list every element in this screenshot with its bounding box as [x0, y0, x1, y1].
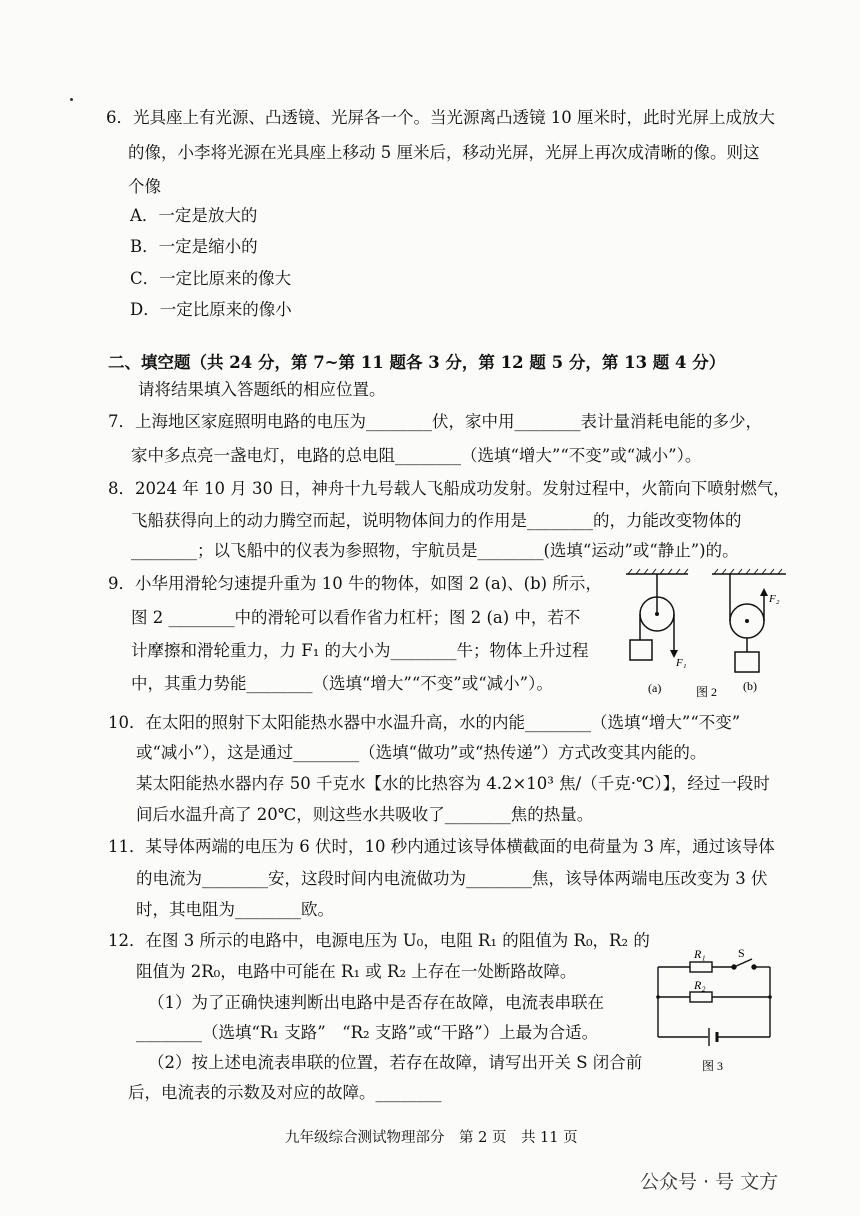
movable-pulley-b	[712, 569, 786, 672]
fig2-a-label: (a)	[648, 681, 662, 695]
q6-option-d: D．一定比原来的像小	[130, 300, 292, 319]
f2-label: F₂	[769, 593, 780, 605]
q9-line-2: 图 2 ________中的滑轮可以看作省力杠杆；图 2 (a) 中，若不	[131, 608, 581, 627]
pulley-figure-2	[618, 566, 793, 706]
q10-line-3: 某太阳能热水器内存 50 千克水【水的比热容为 4.2×10³ 焦/（千克·℃）】，经过一段时	[136, 774, 770, 793]
section-instruction: 请将结果填入答题纸的相应位置。	[138, 380, 386, 399]
scan-speck	[70, 98, 73, 101]
q12-line-1: 12．在图 3 所示的电路中，电源电压为 U₀，电阻 R₁ 的阻值为 R₀，R₂ 的	[108, 931, 650, 950]
q11-line-3: 时，其电阻为________欧。	[136, 900, 334, 919]
q7-line-1: 7．上海地区家庭照明电路的电压为________伏，家中用________表计量消耗电能的多少，	[108, 412, 762, 431]
r1-label: R₁	[694, 947, 706, 961]
q12-line-2: 阻值为 2R₀，电路中可能在 R₁ 或 R₂ 上存在一处断路故障。	[136, 962, 577, 981]
q6-option-a: A．一定是放大的	[130, 206, 258, 225]
q10-line-1: 10．在太阳的照射下太阳能热水器中水温升高，水的内能________（选填“增大”“不变”	[108, 713, 741, 732]
q8-line-1: 8．2024 年 10 月 30 日，神舟十九号载人飞船成功发射。发射过程中，火箭向下喷射燃气，	[108, 479, 790, 498]
q11-line-2: 的电流为________安，这段时间内电流做功为________焦，该导体两端电压改变为 3 伏	[136, 869, 768, 888]
q6-line-3: 个像	[128, 177, 161, 196]
q9-line-4: 中，其重力势能________（选填“增大”“不变”或“减小”）。	[131, 674, 553, 693]
fixed-pulley-a	[626, 569, 688, 660]
r2-label: R₂	[694, 978, 706, 992]
q9-line-1: 9．小华用滑轮匀速提升重为 10 牛的物体，如图 2 (a)、(b) 所示，	[108, 574, 602, 593]
page-footer: 九年级综合测试物理部分 第 2 页 共 11 页	[285, 1130, 578, 1146]
q6-option-c: C．一定比原来的像大	[130, 269, 292, 288]
q9-line-3: 计摩擦和滑轮重力，力 F₁ 的大小为________牛；物体上升过程	[131, 641, 589, 660]
q12-line-6: 后，电流表的示数及对应的故障。________	[128, 1083, 442, 1102]
q6-line-1: 6．光具座上有光源、凸透镜、光屏各一个。当光源离凸透镜 10 厘米时，此时光屏上成放大	[106, 108, 775, 127]
q8-line-2: 飞船获得向上的动力腾空而起，说明物体间力的作用是________的，力能改变物体的	[131, 511, 742, 530]
fig3-caption: 图 3	[702, 1059, 724, 1073]
fig2-b-label: (b)	[743, 679, 757, 693]
q12-line-5: （2）按上述电流表串联的位置，若存在故障，请写出开关 S 闭合前	[148, 1053, 643, 1072]
fig2-caption: 图 2	[696, 685, 718, 699]
q12-line-4: ________（选填“R₁ 支路” “R₂ 支路”或“干路”）上最为合适。	[136, 1023, 599, 1042]
q6-line-2: 的像，小李将光源在光具座上移动 5 厘米后，移动光屏，光屏上再次成清晰的像。则这	[128, 143, 760, 162]
watermark: 公众号 · 号 文方	[640, 1171, 779, 1193]
f1-label: F₁	[676, 657, 687, 669]
circuit-figure-3	[652, 946, 777, 1076]
q8-line-3: ________；以飞船中的仪表为参照物，宇航员是________(选填“运动”或“静止”)的。	[131, 541, 739, 560]
switch-label: S	[738, 946, 745, 960]
q10-line-2: 或“减小”），这是通过________（选填“做功”或“热传递”）方式改变其内能的。	[136, 743, 707, 762]
q6-option-b: B．一定是缩小的	[130, 237, 258, 256]
q11-line-1: 11．某导体两端的电压为 6 伏时，10 秒内通过该导体横截面的电荷量为 3 库，通过该导体	[108, 837, 775, 856]
q12-line-3: （1）为了正确快速判断出电路中是否存在故障，电流表串联在	[148, 993, 604, 1012]
q7-line-2: 家中多点亮一盏电灯，电路的总电阻________（选填“增大”“不变”或“减小”）。	[131, 446, 702, 465]
section-title: 二、填空题（共 24 分，第 7~第 11 题各 3 分，第 12 题 5 分，第 13 题 4 分）	[108, 353, 726, 372]
q10-line-4: 间后水温升高了 20℃，则这些水共吸收了________焦的热量。	[136, 805, 594, 824]
